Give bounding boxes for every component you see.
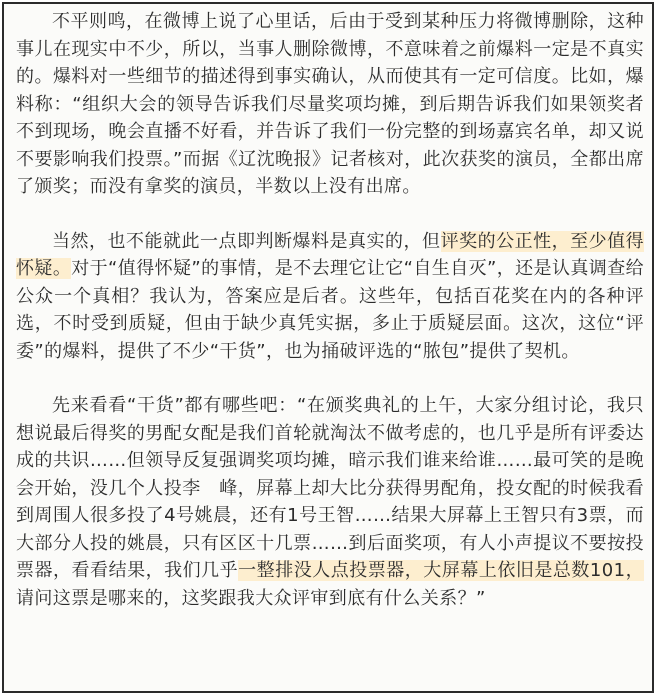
paragraph-gap [16, 365, 644, 392]
paragraph-text: 不平则鸣，在微博上说了心里话，后由于受到某种压力将微博删除，这种事儿在现实中不少，所以，当事人删除微博，不意味着之前爆料一定是不真实的。爆料对一些细节的描述得到事实确认，从而使其有一定可信度。比如，爆料称：“组织大会的领导告诉我们尽量奖项均摊，到后期告诉我们如果领奖者不到现场，晚会直播不好看，并告诉了我们一份完整的到场嘉宾名单，却又说不要影响我们投票。”而据《辽沈晚报》记者核对，此次获奖的演员，全都出席了颁奖；而没有拿奖的演员，半数以上没有出席。 [16, 11, 644, 197]
paragraph-3 [16, 392, 644, 612]
screenshot-frame [2, 2, 654, 693]
highlighted-text: 一整排没人点投票器，大屏幕上依旧是总数101， [238, 560, 644, 581]
paragraph-2 [16, 228, 644, 366]
paragraph-text: 当然，也不能就此一点即判断爆料是真实的，但 [52, 230, 441, 252]
paragraph-gap [16, 201, 644, 228]
paragraph-1 [16, 8, 644, 201]
highlighted-text: 评奖的公正性，至少值得怀疑。 [16, 230, 644, 279]
paragraph-text: 请问这票是哪来的，这奖跟我大众评审到底有什么关系？” [16, 587, 486, 609]
paragraph-text: 对于“值得怀疑”的事情，是不去理它让它“自生自灭”，还是认真调查给公众一个真相？我认为，答案应是后者。这些年，包括百花奖在内的各种评选，不时受到质疑，但由于缺少真凭实据，多止于质疑层面。这次，这位“评委”的爆料，提供了不少“干货”，也为捅破评选的“脓包”提供了契机。 [16, 258, 645, 362]
article-body [16, 8, 644, 612]
paragraph-text: 先来看看“干货”都有哪些吧：“在颁奖典礼的上午，大家分组讨论，我只想说最后得奖的男配女配是我们首轮就淘汰不做考虑的，也几乎是所有评委达成的共识……但领导反复强调奖项均摊，暗示我们谁来给谁……最可笑的是晚会开始，没几个人投李 峰，屏幕上却大比分获得男配角，投女配的时候我看到周围人很多投了4号姚晨，还有1号王智……结果大屏幕上王智只有3票，而大部分人投的姚晨，只有区区十几票……到后面奖项，有人小声提议不要按投票器，看看结果，我们几乎 [16, 395, 644, 581]
